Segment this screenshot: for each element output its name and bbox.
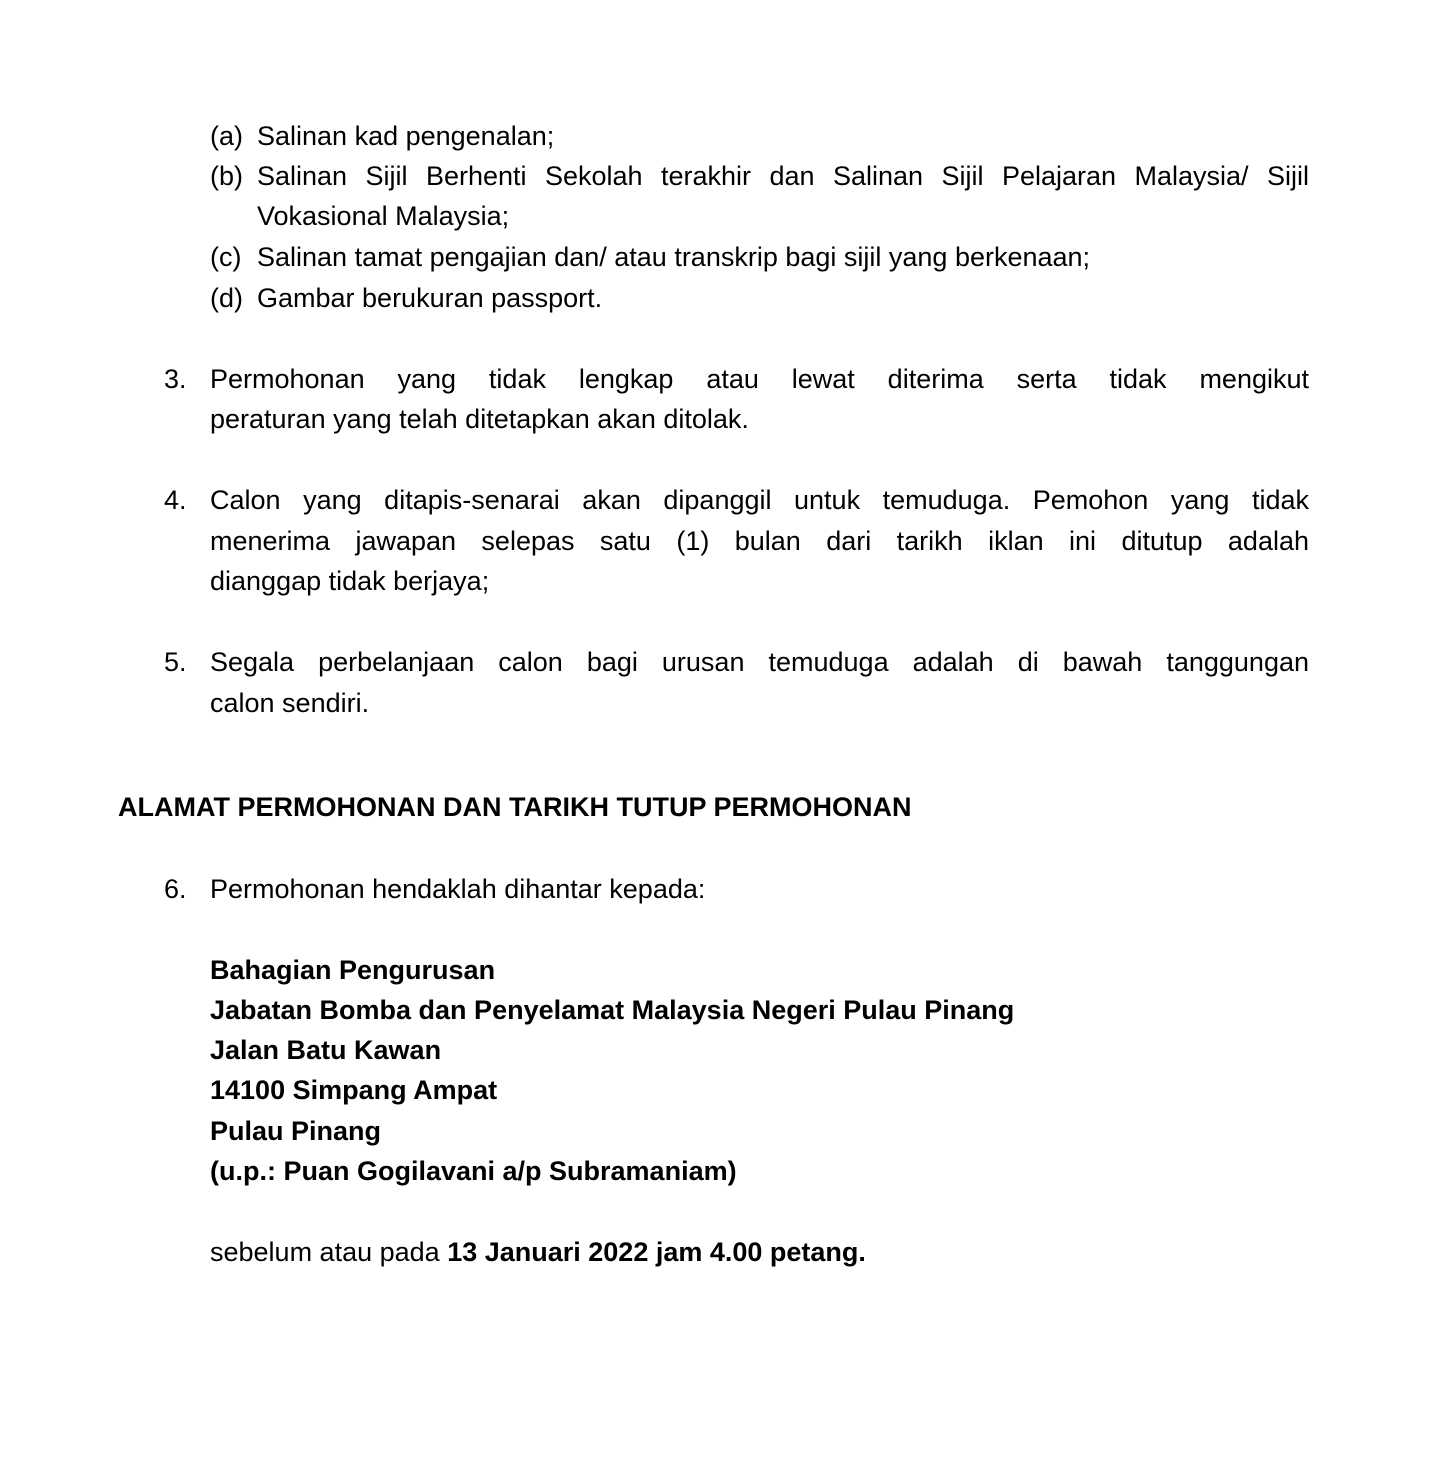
deadline-prefix: sebelum atau pada (210, 1237, 448, 1267)
item-text-line: calon sendiri. (210, 688, 370, 718)
address-line: Jabatan Bomba dan Penyelamat Malaysia Negeri Pulau Pinang (210, 995, 1015, 1025)
item-text-line: Calon yang ditapis-senarai akan dipanggil untuk temuduga. Pemohon yang tidak (210, 485, 1309, 515)
item-text-line: Segala perbelanjaan calon bagi urusan temuduga adalah di bawah tanggungan (210, 647, 1309, 677)
attachment-b-text-line2: Vokasional Malaysia; (257, 201, 510, 231)
item-number: 5. (164, 647, 187, 677)
attachment-b-text-line1: Salinan Sijil Berhenti Sekolah terakhir dan Salinan Sijil Pelajaran Malaysia/ Sijil (257, 161, 1309, 191)
item-text-line: peraturan yang telah ditetapkan akan ditolak. (210, 404, 749, 434)
attachment-d-text: Gambar berukuran passport. (257, 283, 603, 313)
attachment-marker-b: (b) (210, 161, 243, 191)
attachment-marker-c: (c) (210, 242, 242, 272)
section-heading: ALAMAT PERMOHONAN DAN TARIKH TUTUP PERMOHONAN (118, 792, 912, 822)
attachment-marker-d: (d) (210, 283, 243, 313)
item-text-line: Permohonan hendaklah dihantar kepada: (210, 874, 706, 904)
address-line: 14100 Simpang Ampat (210, 1075, 498, 1105)
item-number: 3. (164, 364, 187, 394)
deadline-date: 13 Januari 2022 jam 4.00 petang. (447, 1237, 866, 1267)
item-text-line: menerima jawapan selepas satu (1) bulan dari tarikh iklan ini ditutup adalah (210, 526, 1309, 556)
item-text-line: Permohonan yang tidak lengkap atau lewat diterima serta tidak mengikut (210, 364, 1309, 394)
item-text-line: dianggap tidak berjaya; (210, 566, 490, 596)
address-line: Bahagian Pengurusan (210, 955, 496, 985)
item-number: 4. (164, 485, 187, 515)
item-number: 6. (164, 874, 187, 904)
attachment-marker-a: (a) (210, 121, 243, 151)
deadline-line (210, 1239, 866, 1266)
attachment-c-text: Salinan tamat pengajian dan/ atau transkrip bagi sijil yang berkenaan; (257, 242, 1091, 272)
address-line: Pulau Pinang (210, 1116, 382, 1146)
attachment-a-text: Salinan kad pengenalan; (257, 121, 555, 151)
address-line: Jalan Batu Kawan (210, 1035, 442, 1065)
address-line: (u.p.: Puan Gogilavani a/p Subramaniam) (210, 1156, 737, 1186)
